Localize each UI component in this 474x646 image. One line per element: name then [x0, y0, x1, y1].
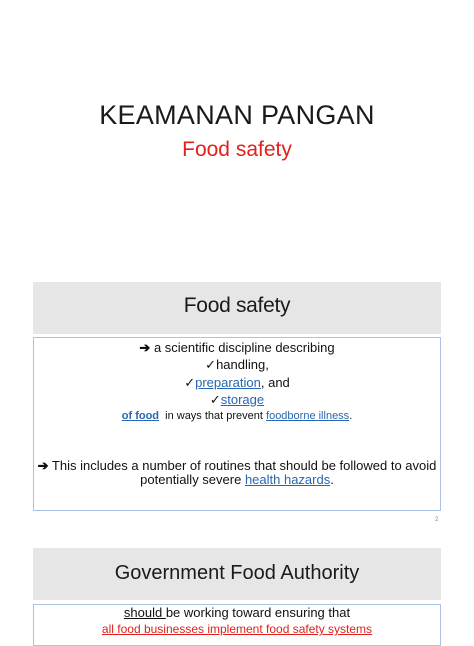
- routines-text: This includes a number of routines that should be followed to avoid: [51, 458, 437, 473]
- slide2-heading-band: [33, 282, 441, 334]
- definition-continuation: [34, 410, 440, 422]
- hazards-prefix: potentially severe: [140, 472, 245, 487]
- storage-link[interactable]: storage: [220, 392, 265, 407]
- authority-text: be working toward ensuring that: [165, 605, 351, 620]
- check-icon: ✓: [205, 357, 217, 372]
- definition-box: [33, 337, 441, 511]
- preparation-link[interactable]: preparation: [195, 375, 261, 390]
- of-food-link[interactable]: of food: [121, 410, 160, 422]
- should-text: should: [123, 605, 166, 620]
- page-number: 2: [435, 517, 439, 523]
- definition-line: [34, 340, 440, 356]
- list-item-handling: [34, 357, 440, 373]
- authority-box: [33, 604, 441, 646]
- arrow-icon: ➔: [139, 340, 151, 355]
- food-businesses-text: all food businesses implement food safety systems: [101, 622, 373, 636]
- authority-line: [34, 605, 440, 620]
- slide-title: KEAMANAN PANGAN: [99, 100, 375, 130]
- continuation-text: in ways that prevent: [159, 410, 267, 422]
- list-item-text: handling,: [216, 357, 269, 372]
- period-text: .: [330, 472, 334, 487]
- period-text: .: [349, 410, 353, 422]
- slide-subtitle: Food safety: [182, 138, 292, 161]
- slide3-heading-band: [33, 548, 441, 600]
- slide3-heading: Government Food Authority: [114, 562, 360, 584]
- hazards-line: [34, 472, 440, 487]
- check-icon: ✓: [184, 375, 196, 390]
- definition-text: a scientific discipline describing: [153, 340, 335, 355]
- list-item-storage: [34, 392, 440, 408]
- authority-red-line: [34, 622, 440, 636]
- foodborne-illness-link[interactable]: foodborne illness: [266, 410, 350, 422]
- slide2-heading: Food safety: [183, 294, 291, 317]
- check-icon: ✓: [209, 392, 221, 407]
- health-hazards-link[interactable]: health hazards: [244, 472, 331, 487]
- list-item-preparation: [34, 375, 440, 391]
- arrow-icon: ➔: [37, 458, 49, 473]
- list-item-text: , and: [260, 375, 290, 390]
